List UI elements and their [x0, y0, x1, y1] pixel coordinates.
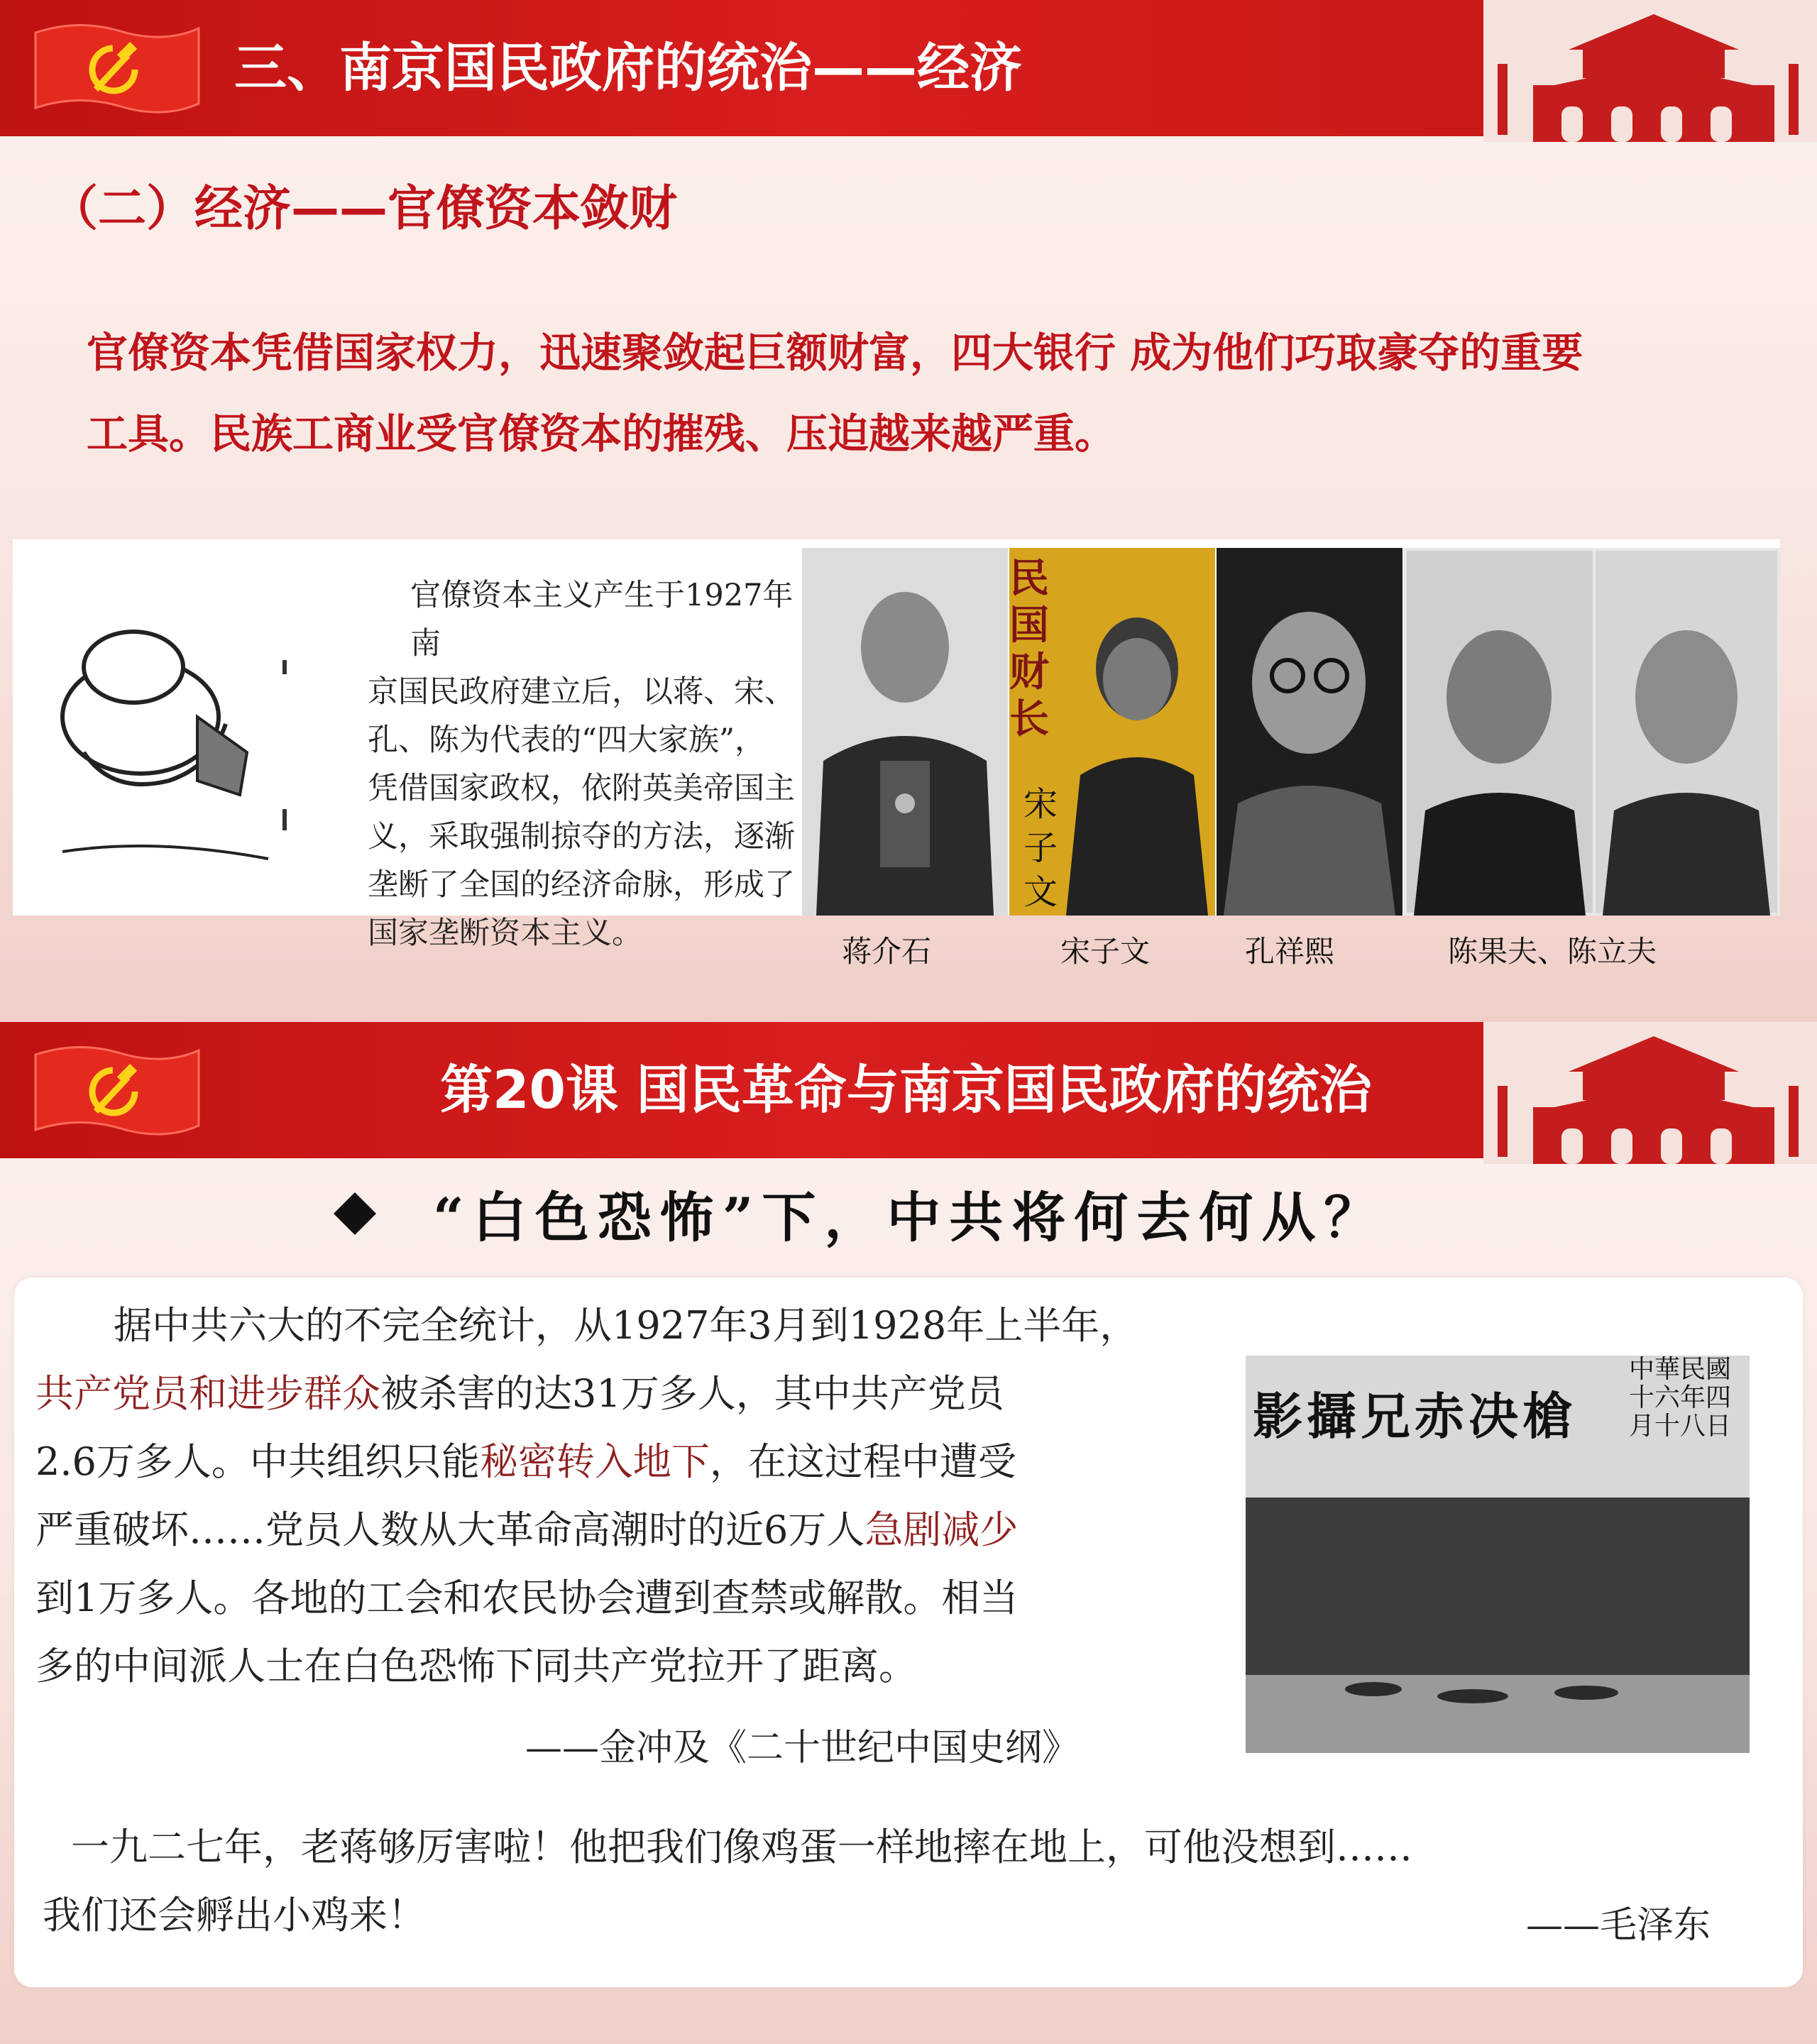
quote-line: 官僚资本主义产生于1927年南: [410, 578, 794, 661]
book-cover-name: 宋子文: [1023, 784, 1058, 912]
quote-line: 垄断了全国的经济命脉，形成了: [368, 867, 795, 903]
party-flag-icon: [28, 1040, 206, 1141]
portrait-chiang-kai-shek: [802, 548, 1008, 916]
caption-song: 宋子文: [1060, 934, 1151, 969]
tiananmen-icon: [1483, 0, 1817, 142]
highlight-text: 急剧减少: [864, 1507, 1019, 1552]
passage-line: 2.6万多人。中共组织只能秘密转入地下，在这过程中遭受: [35, 1439, 1016, 1484]
caption-chen: 陈果夫、陈立夫: [1448, 934, 1657, 969]
mao-quote: [43, 1813, 1732, 1950]
highlight-text: 共产党员和进步群众: [35, 1371, 380, 1416]
title-banner: [0, 0, 1817, 136]
passage-line: 到1万多人。各地的工会和农民协会遭到查禁或解散。相当: [35, 1576, 1019, 1620]
body-line: 工具。民族工商业受官僚资本的摧残、压迫越来越严重。: [87, 410, 1116, 458]
section-subtitle: （二）经济——官僚资本敛财: [50, 181, 678, 237]
slide-white-terror: [0, 1022, 1817, 2044]
history-passage: [35, 1292, 1249, 1700]
passage-line: 据中共六大的不完全统计，从1927年3月到1928年上半年，: [114, 1303, 1138, 1348]
content-card: [14, 1278, 1803, 1987]
highlight-text: 秘密转入地下: [479, 1439, 710, 1484]
caption-chiang: 蒋介石: [842, 934, 932, 969]
book-cover-photo: [1052, 548, 1215, 916]
question-heading: “白色恐怖”下，中共将何去何从？: [433, 1186, 1387, 1249]
diamond-bullet-icon: [334, 1192, 376, 1235]
body-line: 官僚资本凭借国家权力，迅速聚敛起巨额财富，四大银行 成为他们巧取豪夺的重要: [87, 329, 1583, 377]
tiananmen-icon: [1483, 1022, 1817, 1164]
mao-attribution: ——毛泽东: [1525, 1904, 1711, 1947]
quote-line: 孔、陈为代表的“四大家族”，: [368, 722, 765, 758]
illustration-strip: [13, 539, 1780, 951]
quote-line: 凭借国家政权，依附英美帝国主: [368, 771, 795, 806]
banner-title: 第20课 国民革命与南京国民政府的统治: [440, 1060, 1372, 1121]
passage-attribution: ——金冲及《二十世纪中国史纲》: [525, 1727, 1080, 1769]
book-cover-text: 民国财长: [1009, 555, 1049, 742]
portrait-chen-brothers: [1404, 548, 1780, 916]
passage-line: 严重破坏……党员人数从大革命高潮时的近6万人急剧减少: [35, 1507, 1019, 1552]
passage-line: 共产党员和进步群众被杀害的达31万多人，其中共产党员: [35, 1371, 1004, 1416]
body-paragraph: [87, 312, 1776, 474]
caption-kong: 孔祥熙: [1245, 934, 1335, 969]
photo-caption: 影攝兄赤决槍: [1253, 1387, 1576, 1446]
quote-line: 京国民政府建立后，以蒋、宋、: [368, 674, 795, 710]
mao-quote-line: 我们还会孵出小鸡来！: [43, 1893, 426, 1938]
portrait-song-ziwen: [1009, 548, 1215, 916]
portrait-kong-xiangxi: [1217, 548, 1402, 916]
title-banner: [0, 1022, 1817, 1158]
banner-title: 三、南京国民政府的统治——经济: [234, 38, 1022, 99]
mao-quote-line: 一九二七年，老蒋够厉害啦！他把我们像鸡蛋一样地摔在地上，可他没想到……: [71, 1825, 1412, 1869]
quote-block: [368, 571, 808, 957]
historic-photo: [1246, 1356, 1750, 1753]
quote-line: 国家垄断资本主义。: [368, 916, 642, 951]
passage-line: 多的中间派人士在白色恐怖下同共产党拉开了距离。: [35, 1644, 917, 1688]
quote-line: 义，采取强制掠夺的方法，逐渐: [368, 819, 795, 855]
party-flag-icon: [28, 18, 206, 119]
cartoon-illustration: [13, 539, 361, 916]
photo-date: 中華民國十六年四月十八日: [1629, 1355, 1732, 1441]
